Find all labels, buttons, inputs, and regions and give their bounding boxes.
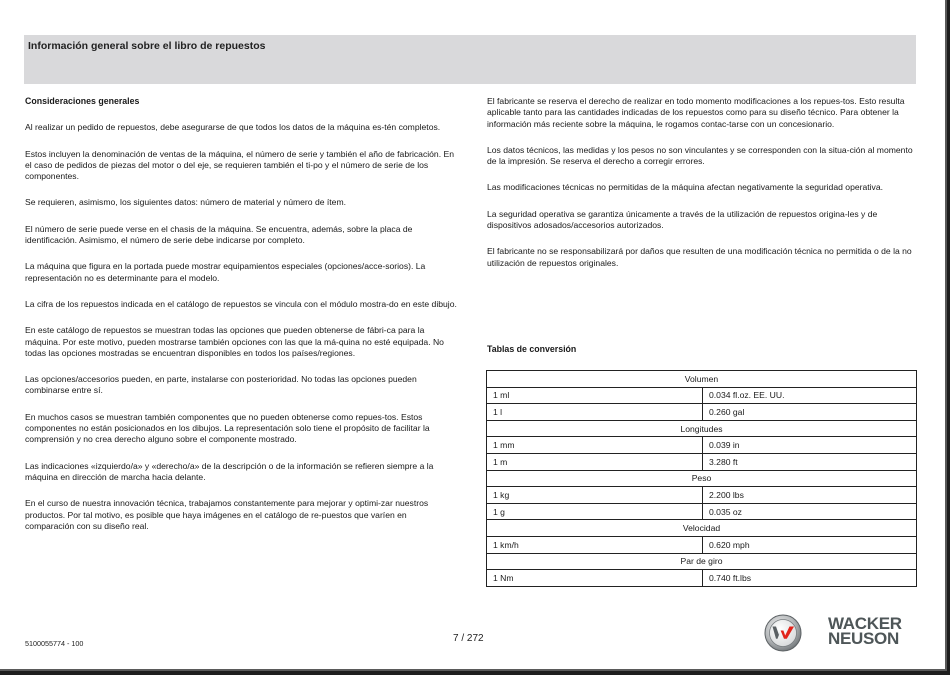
- paragraph: Estos incluyen la denominación de ventas de la máquina, el número de serie y también el año de fabricación. En el caso de pedidos de piezas del motor o del eje, se requieren también el ti-po y el número de serie de los componentes.: [25, 148, 454, 182]
- unit-from: 1 g: [487, 503, 703, 520]
- section-heading-general: Consideraciones generales: [25, 96, 140, 106]
- page-edge-right: [945, 0, 947, 671]
- table-row: [487, 387, 917, 404]
- unit-from: 1 ml: [487, 387, 703, 404]
- wacker-neuson-wordmark: [828, 616, 902, 646]
- paragraph: Se requieren, asimismo, los siguientes datos: número de material y número de ítem.: [25, 197, 346, 208]
- paragraph: La máquina que figura en la portada puede mostrar equipamientos especiales (opciones/acce-sorios). La representación no es determinante para el modelo.: [25, 261, 426, 283]
- wacker-neuson-emblem-icon: [764, 614, 802, 652]
- unit-from: 1 m: [487, 453, 703, 470]
- paragraph: El fabricante se reserva el derecho de realizar en todo momento modificaciones a los repues-tos. Esto resulta aplicable tanto para las cantidades indicadas de los repuestos como para su diseño técnico. Para obtener la información más reciente sobre la máquina, le rogamos contac-tarse con un concesionario.: [487, 96, 905, 129]
- right-column: [487, 96, 917, 284]
- paragraph: Las opciones/accesorios pueden, en parte, instalarse con posterioridad. No todas las opciones pueden combinarse entre sí.: [25, 374, 417, 396]
- page-indicator: 7 / 272: [453, 633, 484, 644]
- table-group-row: [487, 520, 917, 537]
- table-group-row: [487, 553, 917, 570]
- group-label-speed: Velocidad: [487, 520, 917, 537]
- table-row: [487, 570, 917, 587]
- unit-to: 0.620 mph: [703, 536, 917, 553]
- unit-to: 0.260 gal: [703, 404, 917, 421]
- page-header-band: [24, 35, 916, 84]
- table-row: [487, 404, 917, 421]
- paragraph: La cifra de los repuestos indicada en el catálogo de repuestos se vincula con el módulo mostra-do en este dibujo.: [25, 298, 457, 309]
- table-row: [487, 437, 917, 454]
- brand-line-1: WACKER: [828, 614, 902, 633]
- brand-line-2: NEUSON: [828, 629, 899, 648]
- table-row: [487, 536, 917, 553]
- unit-from: 1 l: [487, 404, 703, 421]
- table-group-row: [487, 470, 917, 487]
- table-row: [487, 503, 917, 520]
- unit-from: 1 Nm: [487, 570, 703, 587]
- conversion-table: [486, 370, 917, 587]
- paragraph: En el curso de nuestra innovación técnica, trabajamos constantemente para mejorar y optimi-zar nuestros productos. Por tal motivo, es posible que haya imágenes en el catálogo de re-puestos que varíen en comparación con su diseño real.: [25, 498, 429, 531]
- unit-to: 2.200 lbs: [703, 487, 917, 504]
- left-column: [25, 96, 457, 547]
- conversion-tables-heading: Tablas de conversión: [487, 344, 577, 354]
- unit-to: 0.035 oz: [703, 503, 917, 520]
- table-group-row: [487, 420, 917, 437]
- paragraph: La seguridad operativa se garantiza únicamente a través de la utilización de repuestos origina-les y de dispositivos adosados/accesorios autorizados.: [487, 208, 878, 231]
- page-edge-bottom: [0, 669, 947, 671]
- group-label-torque: Par de giro: [487, 553, 917, 570]
- unit-from: 1 mm: [487, 437, 703, 454]
- unit-from: 1 kg: [487, 487, 703, 504]
- paragraph: El fabricante no se responsabilizará por daños que resulten de una modificación técnica no permitida o de la no utilización de repuestos originales.: [487, 246, 912, 268]
- paragraph: En este catálogo de repuestos se muestran todas las opciones que pueden obtenerse de fábri-ca para la máquina. Por este motivo, pueden mostrarse también opciones con las que la má-quina no esté equipada. No todas las opciones mostradas se encuentran disponibles en todos los países/regiones.: [25, 325, 444, 358]
- table-group-row: [487, 371, 917, 388]
- paragraph: En muchos casos se muestran también componentes que no pueden obtenerse como repues-tos. Estos componentes no están posicionados en los dibujos. La representación solo tiene el propósito de facilitar la comprensión y no crea derecho alguno sobre el componente mostrado.: [25, 411, 430, 445]
- unit-to: 0.034 fl.oz. EE. UU.: [703, 387, 917, 404]
- paragraph: Al realizar un pedido de repuestos, debe asegurarse de que todos los datos de la máquina es-tén completos.: [25, 122, 441, 133]
- group-label-weight: Peso: [487, 470, 917, 487]
- page-title: Información general sobre el libro de repuestos: [28, 40, 266, 52]
- unit-to: 0.039 in: [703, 437, 917, 454]
- unit-from: 1 km/h: [487, 536, 703, 553]
- paragraph: Las indicaciones «izquierdo/a» y «derecho/a» de la descripción o de la información se refieren siempre a la máquina en dirección de marcha hacia delante.: [25, 460, 434, 482]
- unit-to: 0.740 ft.lbs: [703, 570, 917, 587]
- table-row: [487, 487, 917, 504]
- paragraph: Las modificaciones técnicas no permitidas de la máquina afectan negativamente la seguridad operativa.: [487, 182, 884, 193]
- paragraph: Los datos técnicos, las medidas y los pesos no son vinculantes y se corresponden con la situa-ción al momento de la impresión. Se reserva el derecho a corregir errores.: [487, 144, 913, 167]
- table-row: [487, 453, 917, 470]
- unit-to: 3.280 ft: [703, 453, 917, 470]
- document-number: 5100055774 - 100: [25, 639, 84, 648]
- paragraph: El número de serie puede verse en el chasis de la máquina. Se encuentra, además, sobre la placa de identificación. Asimismo, el número de serie debe indicarse por completo.: [25, 223, 413, 246]
- group-label-length: Longitudes: [487, 420, 917, 437]
- group-label-volume: Volumen: [487, 371, 917, 388]
